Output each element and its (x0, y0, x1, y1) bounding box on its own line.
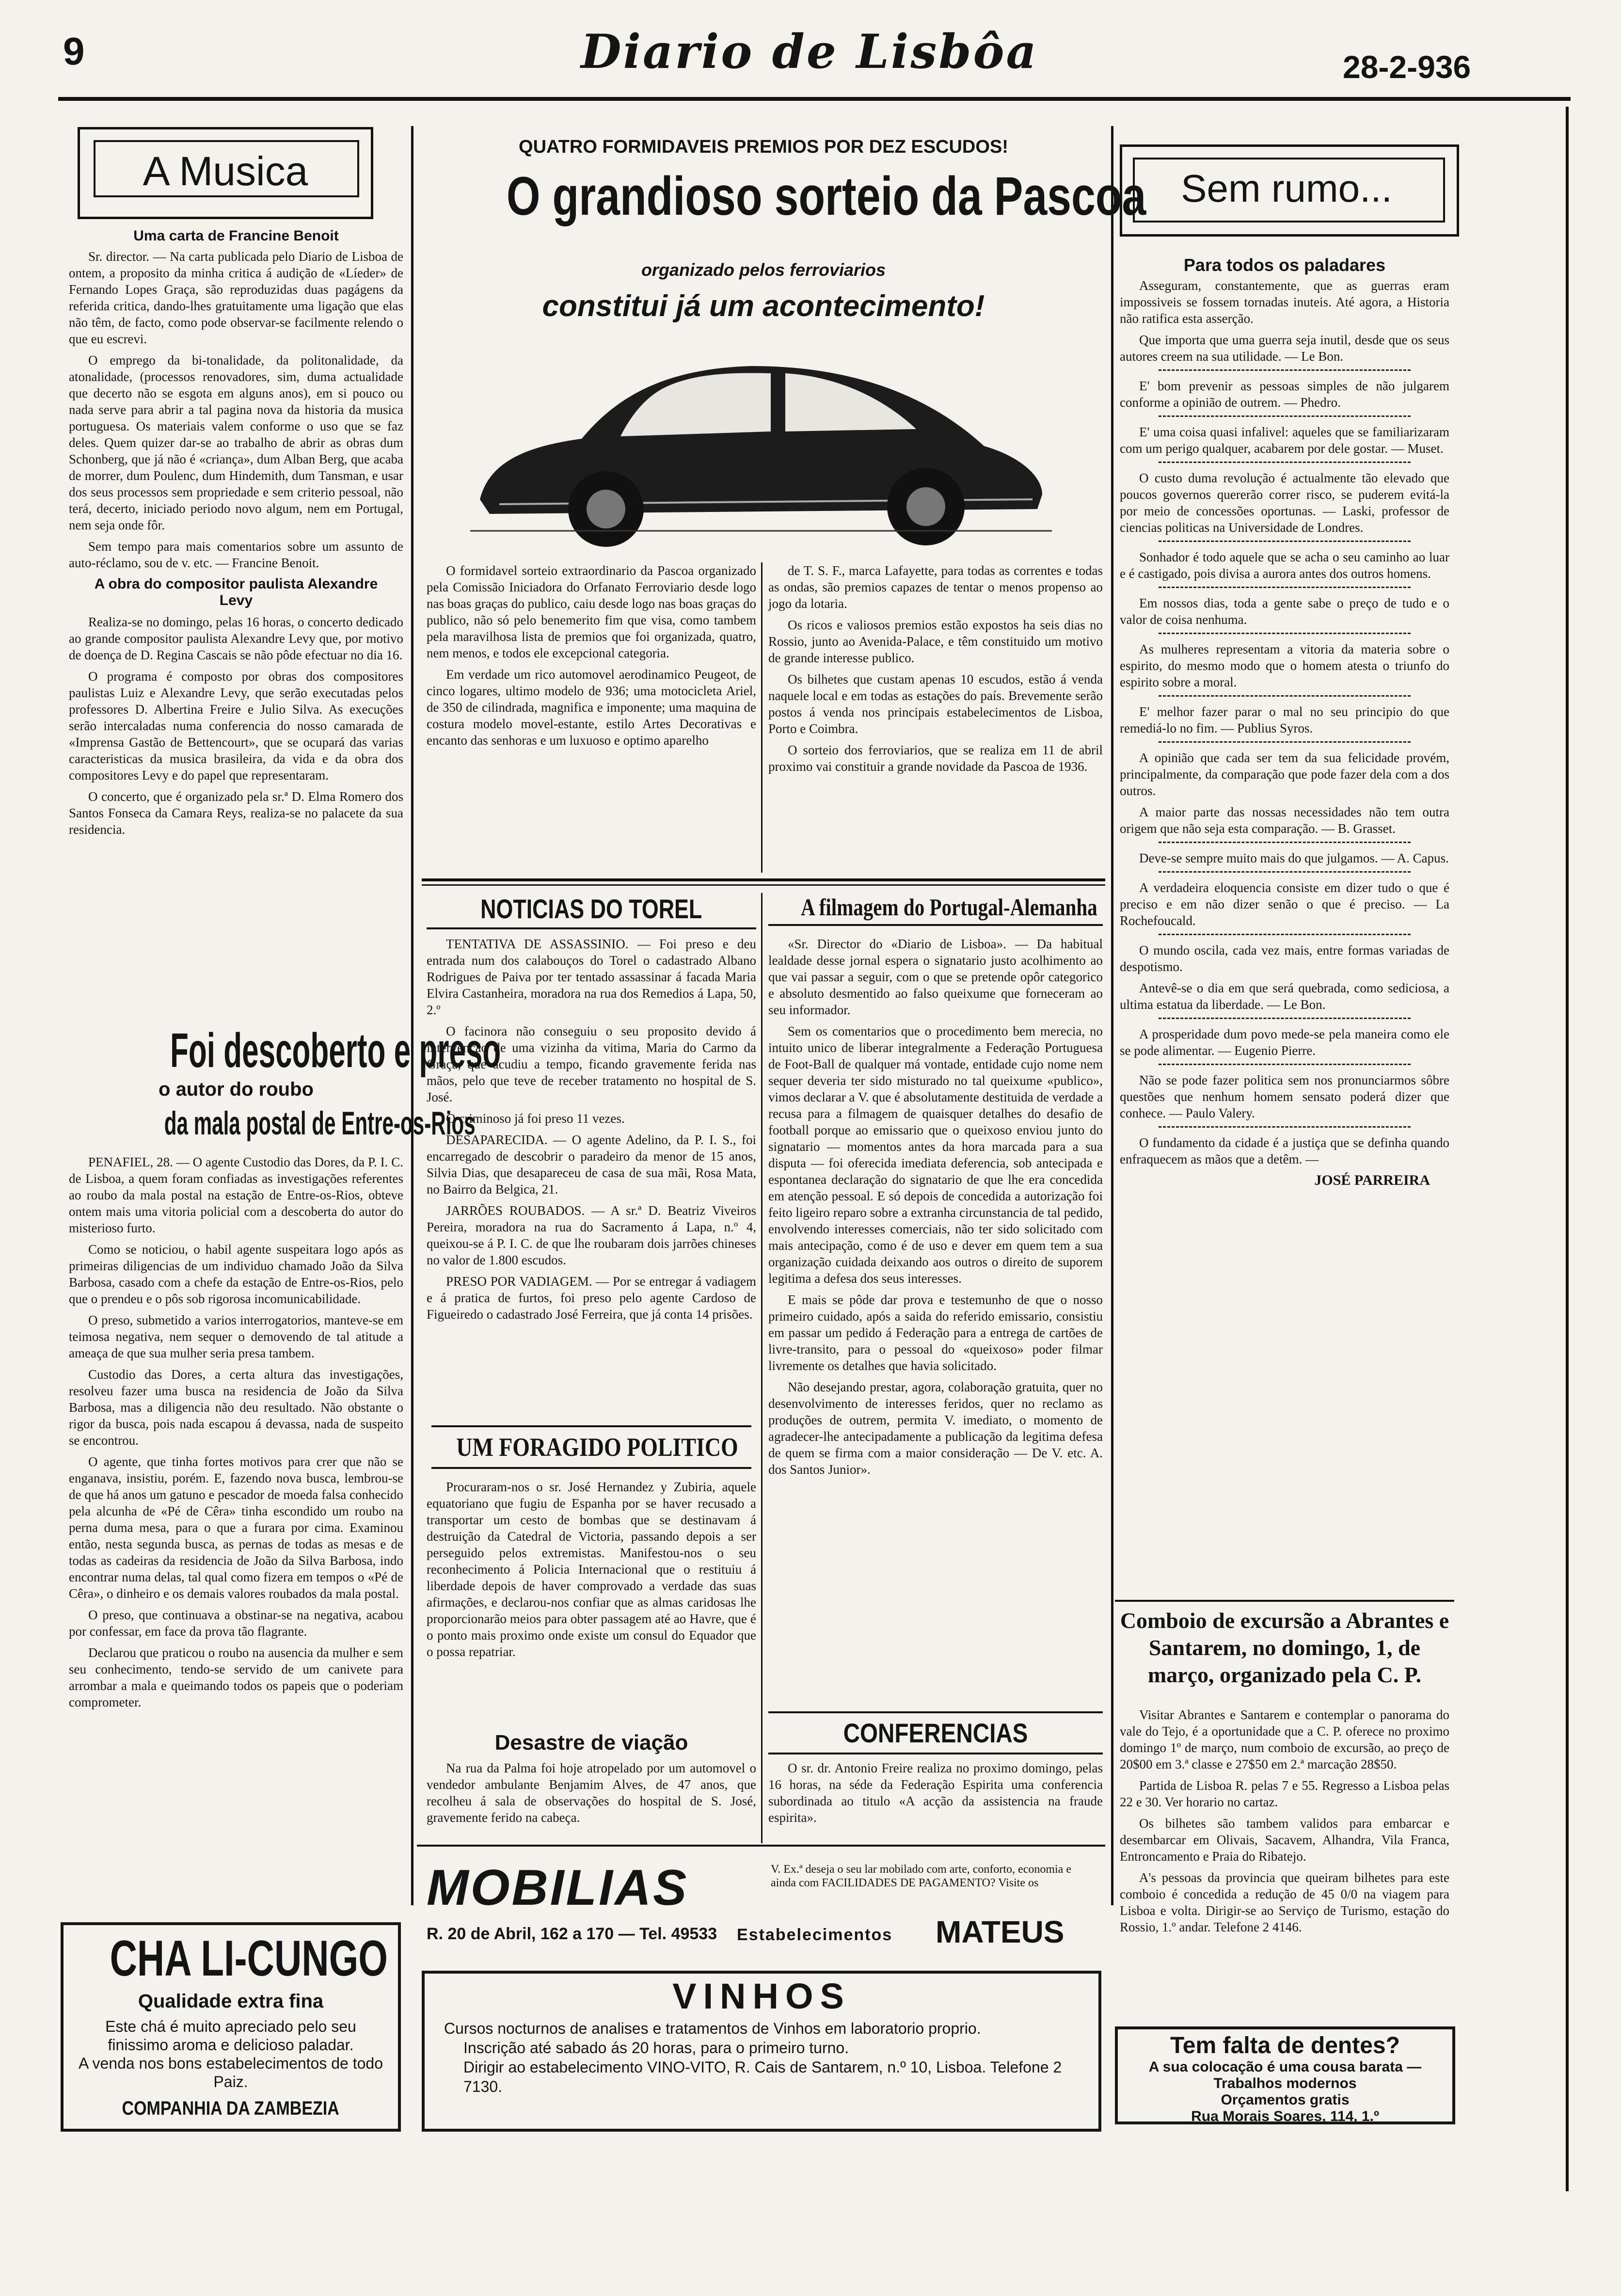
semrumo-paragraph: As mulheres representam a vitoria da materia sobre o espirito, do mesmo modo que o homem atesta o triunfo do espirito sobre a moral. (1120, 642, 1449, 689)
foragido-paragraph: Procuraram-nos o sr. José Hernandez y Zubiria, aquele equatoriano que fugiu de Espanha por se haver recusado a transportar um cesto de bombas que se destinavam á destruição da Catedral de Victoria, passando depois a ser perseguido pelos extremistas. Manifestou-nos o seu reconhecimento á Policia Internacional que o restituiu á liberdade depois de haver comprovado a verdade das suas afirmações, e declarou-nos confiar que as almas caridosas lhe proporcionarão meios para obter passagem até ao Havre, que é o ponto mais proximo onde existe um consul do Equador que o possa repatriar. (427, 1480, 756, 1659)
semrumo-signature: JOSÉ PARREIRA (1314, 1172, 1430, 1188)
middle-separator (422, 878, 1105, 881)
vinhos-line: Dirigir ao estabelecimento VINO-VITO, R. Cais de Santarem, n.º 10, Lisboa. Telefone 2 7130. (463, 2058, 1062, 2095)
desastre-article (427, 1760, 756, 1831)
sorteio-left-column (427, 562, 756, 753)
page-right-border (1566, 107, 1569, 2191)
semrumo-paragraph: O mundo oscila, cada vez mais, entre formas variadas de despotismo. (1120, 943, 1449, 974)
semrumo-title: Sem rumo... (1181, 167, 1392, 210)
sorteio-divider (761, 562, 763, 873)
foragido-article (427, 1479, 756, 1665)
semrumo-paragraph: O fundamento da cidade é a justiça que se definha quando enfraquecem as mãos que a detêm. — (1120, 1135, 1449, 1166)
comboio-article (1120, 1706, 1449, 1940)
torel-article (427, 936, 756, 1327)
letter-heading: Uma carta de Francine Benoit (133, 228, 339, 244)
roubo-paragraph: O preso, submetido a varios interrogatorios, manteve-se em teimosa negativa, nem sequer o demovendo de tal atitude a ameaça de que sua mulher seria presa tambem. (69, 1313, 403, 1360)
torel-paragraph: O facinora não conseguiu o seu proposito devido á intervenção de uma vizinha da vitima, Maria do Carmo da Graça, que acudiu a tempo, ficando gravemente ferida nas mãos, pelo que teve de receber tratamento no hospital de S. José. (427, 1024, 756, 1104)
semrumo-paragraph: A opinião que cada ser tem da sua felicidade provém, principalmente, da comparação que pode fazer dela com a dos outros. (1120, 750, 1449, 798)
filmagem-paragraph: Não desejando prestar, agora, colaboração gratuita, quer no desenvolvimento de interesses feridos, quer no reclamo as produções de outrem, permita V. imediato, o momento de agradecer-lhe antecipadamente a publicação da legitima defesa de quem se firma com a maior consideração — De V. etc. A. dos Santos Junior». (768, 1380, 1103, 1477)
semrumo-heading: Para todos os paladares (1183, 255, 1386, 275)
issue-date: 28-2-936 (1343, 49, 1471, 85)
torel-paragraph: O criminoso já foi preso 11 vezes. (446, 1111, 625, 1126)
masthead (0, 0, 1621, 102)
dentes-line: A sua colocação é uma cousa barata — Trabalhos modernos (1148, 2059, 1422, 2091)
mobilias-blurb: V. Ex.ª deseja o seu lar mobilado com arte, conforto, economia e ainda com FACILIDADES DE PAGAMENTO? Visite os (771, 1863, 1071, 1889)
column-rule-left (411, 126, 413, 1905)
roubo-paragraph: O agente, que tinha fortes motivos para crer que não se enganava, insistiu, porém. E, fazendo nova busca, lembrou-se de que há anos um gatuno e pescador de moeda falsa conhecido pela alcunha de «Pé de Cêra» tinha escondido um roubo na perna duma mesa, para o que a furara por cima. Examinou então, nesta segunda busca, as pernas de todas as mesas e de todas as cadeiras da residencia de João da Silva Barbosa, indo encontrar numa delas, tal qual como fizera em tempos o «Pé de Cêra», o dinheiro e os demais valores roubados da mala postal. (69, 1454, 403, 1601)
levy-paragraph: O programa é composto por obras dos compositores paulistas Luiz e Alexandre Levy, que serão executadas pelos professores D. Albertina Freire e Julio Silva. As execuções serão intercaladas numa conferencia do nosso camarada de «Imprensa Gastão de Bettencourt», que se ocupará das varias caracteristicas da musica brasileira, da vida e da obra dos compositores Levy e do papel que representaram. (69, 669, 403, 782)
letter-paragraph: Sr. director. — Na carta publicada pelo Diario de Lisboa de ontem, a proposito da minha critica á audição de «Líeder» de Fernando Lopes Graça, são reproduzidas duas pagágens da referida critica, dando-lhes gratuitamente uma ligação que elas não têm, de facto, como pode observar-se facilmente relendo o que eu escrevi. (69, 249, 403, 346)
semrumo-paragraph: Não se pode fazer politica sem nos pronunciarmos sôbre questões que nenhum homem sensato poderá dizer que conhece. — Paulo Valery. (1120, 1073, 1449, 1120)
desastre-heading: Desastre de viação (494, 1731, 688, 1754)
conferencias-paragraph: O sr. dr. Antonio Freire realiza no proximo domingo, pelas 16 horas, na séde da Federação Espirita uma conferencia subordinada ao titulo «A acção da assistencia na fraude espirita». (768, 1761, 1103, 1825)
filmagem-heading: A filmagem do Portugal-Alemanha (801, 893, 1097, 921)
roubo-paragraph: Declarou que praticou o roubo na ausencia da mulher e sem seu conhecimento, tendo-se servido de um canivete para arrombar a mala e queimando todos os papeis que o poderiam comprometer. (69, 1645, 403, 1709)
sorteio-headline: O grandioso sorteio da Pascoa (506, 166, 1146, 226)
sorteio-paragraph: de T. S. F., marca Lafayette, para todas as correntes e todas as ondas, são premios capazes de tentar o menos propenso ao jogo da lotaria. (768, 563, 1103, 611)
mobilias-brand: MATEUS (936, 1914, 1065, 1949)
semrumo-paragraph: E' bom prevenir as pessoas simples de não julgarem conforme a opinião de outrem. — Phedro. (1120, 379, 1449, 410)
semrumo-paragraph: A verdadeira eloquencia consiste em dizer tudo o que é preciso e em não dizer senão o que é preciso. — La Rochefoucald. (1120, 880, 1449, 928)
roubo-sub: o autor do roubo (159, 1079, 314, 1100)
filmagem-paragraph: «Sr. Director do «Diario de Lisboa». — Da habitual lealdade desse jornal espera o signatario justo acolhimento ao que vai passar a seguir, com o que se pretende opôr categorico e absoluto desmentido ao falso queixume que forneceram ao seu informador. (768, 937, 1103, 1017)
middle-separator-2 (422, 884, 1105, 886)
foragido-heading-box (431, 1425, 751, 1469)
semrumo-paragraph: Asseguram, constantemente, que as guerras eram impossiveis se fossem tornadas inuteis. Até agora, a Historia não ratifica esta asserção. (1120, 278, 1449, 326)
roubo-paragraph: PENAFIEL, 28. — O agente Custodio das Dores, da P. I. C. de Lisboa, a quem foram confiadas as investigações referentes ao roubo da mala postal na estação de Entre-os-Rios, obteve ontem mais uma vitoria policial com a descoberta do autor do misterioso furto. (69, 1155, 403, 1235)
page-number: 9 (63, 30, 85, 73)
letter-paragraph: O emprego da bi-tonalidade, da politonalidade, da atonalidade, (processos renovadores, sim, duma actualidade que decerto não se esgota em alguns anos), em si pouco ou nada serve para abrir a tal pagina nova da historia da musica portuguesa. Os materiais valem conforme o uso que se faz deles. Quem quizer dar-se ao trabalho de abrir as obras dum Schonberg, que já não é «criança», dum Alban Berg, que acaba de morrer, dum Poulenc, dum Hindemith, dum Tansman, e usar dos seus processos sem propriedade e sem criterio pessoal, não terá, decerto, iniciado periodo novo algum, nem em Portugal, nem seja onde fôr. (69, 353, 403, 532)
cha-ad (61, 1922, 401, 2132)
car-illustration (461, 339, 1062, 553)
semrumo-paragraph: A maior parte das nossas necessidades não tem outra origem que não seja esta comparação. — B. Grasset. (1120, 805, 1449, 836)
cha-sub: Qualidade extra fina (138, 1991, 324, 2012)
cha-footer: COMPANHIA DA ZAMBEZIA (122, 2098, 340, 2119)
column-rule-right (1111, 126, 1113, 1905)
comboio-paragraph: A's pessoas da provincia que queiram bilhetes para este comboio é concedida a redução de 45 0/0 na viagem para Lisboa e volta. Dirigir-se ao Serviço de Turismo, estação do Rossio, 1.º andar. Telefone 2 4146. (1120, 1870, 1449, 1934)
musica-title-box (78, 127, 373, 219)
semrumo-paragraph: Sonhador é todo aquele que se acha o seu caminho ao luar e é castigado, pois divisa a aurora antes dos outros homens. (1120, 550, 1449, 581)
sorteio-sub: organizado pelos ferroviarios (641, 260, 886, 280)
mobilias-ad (422, 1857, 1100, 1954)
news-divider (761, 893, 763, 1843)
mobilias-estab: Estabelecimentos (737, 1926, 893, 1944)
dentes-line: Orçamentos gratis (1221, 2092, 1350, 2108)
torel-paragraph: JARRÕES ROUBADOS. — A sr.ª D. Beatriz Viveiros Pereira, moradora na rua do Sacramento á Lapa, n.º 4, queixou-se á P. I. C. de que lhe roubaram dois jarrões chineses no valor de 1.800 escudos. (427, 1203, 756, 1267)
mobilias-title: MOBILIAS (427, 1860, 689, 1916)
dentes-ad (1115, 2026, 1455, 2124)
conferencias-heading: CONFERENCIAS (843, 1718, 1028, 1748)
vinhos-line: Inscrição até sabado ás 20 horas, para o primeiro turno. (463, 2039, 849, 2057)
cha-line: A venda nos bons estabelecimentos de todo Paiz. (79, 2055, 383, 2090)
comboio-heading: Comboio de excursão a Abrantes e Santarem, no domingo, 1, de março, organizado pela C. P. (1120, 1608, 1449, 1687)
sorteio-paragraph: Em verdade um rico automovel aerodinamico Peugeot, de cinco logares, ultimo modelo de 936; uma motocicleta Ariel, de 350 de cilindrada, magnifica e imponente; uma maquina de costura modelo movel-estante, estilo Artes Decorativas e encanto das senhoras e um luxuoso e optimo aparelho (427, 667, 756, 748)
masthead-rule (58, 97, 1571, 101)
vinhos-ad (422, 1971, 1101, 2132)
torel-paragraph: PRESO POR VADIAGEM. — Por se entregar á vadiagem e á pratica de furtos, foi preso pelo agente Cardoso de Figueiredo o cadastrado José Ferreira, que já conta 14 prisões. (427, 1274, 756, 1322)
foragido-heading: UM FORAGIDO POLITICO (456, 1433, 738, 1462)
roubo-paragraph: Custodio das Dores, a certa altura das investigações, resolveu fazer uma busca na residencia de João da Silva Barbosa, mas a diligencia não deu resultado. Não obstante o rigor da busca, pois nada escapou á devassa, nada de suspeito se encontrou. (69, 1367, 403, 1448)
roubo-paragraph: Como se noticiou, o habil agente suspeitara logo após as primeiras diligencias de um individuo chamado João da Silva Barbosa, casado com a chefe da estação de Entre-os-Rios, pelo que o prendeu e o pôs sob rigorosa incomunicabilidade. (69, 1242, 403, 1306)
dentes-title: Tem falta de dentes? (1170, 2033, 1400, 2058)
torel-paragraph: DESAPARECIDA. — O agente Adelino, da P. I. S., foi encarregado de descobrir o paradeiro da menor de 15 anos, Silvia Dias, que desapareceu de casa de sua mãi, Rosa Mata, no Bairro da Belgica, 21. (427, 1132, 756, 1196)
conferencias-article (768, 1760, 1103, 1831)
roubo-headline-block (69, 1023, 501, 1142)
torel-heading-box (427, 893, 756, 929)
levy-paragraph: Realiza-se no domingo, pelas 16 horas, o concerto dedicado ao grande compositor paulista Alexandre Levy que, por motivo de doença de D. Regina Cascais se não pôde efectuar no dia 16. (69, 615, 403, 662)
mobilias-address: R. 20 de Abril, 162 a 170 — Tel. 49533 (427, 1925, 717, 1943)
semrumo-paragraph: O custo duma revolução é actualmente tão elevado que poucos governos quererão correr risco, se puderem evitá-la por meio de concessões oportunas. — Laski, professor de ciencias politicas na Universidade de Londres. (1120, 471, 1449, 535)
semrumo-paragraph: E' melhor fazer parar o mal no seu principio do que remediá-lo no fim. — Publius Syros. (1120, 704, 1449, 735)
comboio-paragraph: Partida de Lisboa R. pelas 7 e 55. Regresso a Lisboa pelas 22 e 30. Ver horario no cartaz. (1120, 1778, 1449, 1809)
semrumo-paragraph: A prosperidade dum povo mede-se pela maneira como ele se pode alimentar. — Eugenio Pierre. (1120, 1027, 1449, 1058)
musica-title: A Musica (143, 148, 308, 194)
conferencias-heading-box (768, 1711, 1103, 1754)
sorteio-paragraph: Os ricos e valiosos premios estão expostos ha seis dias no Rossio, junto ao Avenida-Palace, e têm constituido um motivo de grande interesse publico. (768, 618, 1103, 665)
sorteio-paragraph: O formidavel sorteio extraordinario da Pascoa organizado pela Comissão Iniciadora do Orfanato Ferroviario desde logo nas boas graças do publico, caiu desde logo nas boas graças do publico, não só pelo benemerito fim que visa, como tambem pela maravilhosa lista de premios que foi organizada, quatro, nem menos, e todos ele excepcional categoria. (427, 563, 756, 660)
filmagem-article (768, 936, 1103, 1483)
comboio-paragraph: Visitar Abrantes e Santarem e contemplar o panorama do vale do Tejo, é a oportunidade que a C. P. oferece no proximo domingo 1º de março, num comboio de excursão, ao preço de 20$00 em 3.ª classe e 27$50 em 2.ª marcação 28$50. (1120, 1707, 1449, 1771)
vinhos-line: Cursos nocturnos de analises e tratamentos de Vinhos em laboratorio proprio. (444, 2020, 981, 2037)
dentes-line: Rua Morais Soares, 114, 1.º (1191, 2108, 1379, 2124)
semrumo-paragraph: Que importa que uma guerra seja inutil, desde que os seus autores creem na sua utilidade. — Le Bon. (1120, 333, 1449, 364)
sorteio-right-column (768, 562, 1103, 780)
semrumo-paragraph: Antevê-se o dia em que será quebrada, como sediciosa, a ultima estatua da liberdade. — Le Bon. (1120, 981, 1449, 1012)
roubo-headline: Foi descoberto e preso (170, 1023, 501, 1078)
vinhos-title: VINHOS (672, 1976, 851, 2016)
sorteio-kicker: QUATRO FORMIDAVEIS PREMIOS POR DEZ ESCUDOS! (519, 137, 1008, 157)
semrumo-section (1120, 257, 1449, 1189)
comboio-paragraph: Os bilhetes são tambem validos para embarcar e desembarcar em Olivais, Sacavem, Alhandra, Vila Franca, Entroncamento e Praia do Ribatejo. (1120, 1816, 1449, 1864)
semrumo-paragraph: Em nossos dias, toda a gente sabe o preço de tudo e o valor de coisa nenhuma. (1120, 596, 1449, 627)
comboio-top-rule (1115, 1600, 1454, 1602)
torel-heading: NOTICIAS DO TOREL (480, 893, 702, 924)
letter-paragraph: Sem tempo para mais comentarios sobre um assunto de auto-réclamo, sou de v. etc. — Francine Benoit. (69, 539, 403, 570)
semrumo-paragraph: Deve-se sempre muito mais do que julgamos. — A. Capus. (1139, 851, 1449, 865)
newspaper-title: Diario de Lisbôa (581, 24, 1038, 79)
sorteio-sub2: constitui já um acontecimento! (542, 289, 985, 323)
torel-paragraph: TENTATIVA DE ASSASSINIO. — Foi preso e deu entrada num dos calabouços do Torel o cadastrado Albano Rodrigues de Paiva por ter tentado assassinar á facada Maria Elvira Castanheira, moradora na rua dos Remedios á Lapa, 50, 2.º (427, 937, 756, 1017)
roubo-article (69, 1154, 403, 1715)
sorteio-paragraph: Os bilhetes que custam apenas 10 escudos, estão á venda naquele local e em todas as estações do país. Brevemente serão postos á venda nos principais estabelecimentos de Lisboa, Porto e Coimbra. (768, 672, 1103, 736)
roubo-headline2: da mala postal de Entre-os-Rios (164, 1105, 476, 1142)
ads-separator (417, 1845, 1105, 1847)
musica-section (69, 228, 403, 843)
roubo-paragraph: O preso, que continuava a obstinar-se na negativa, acabou por confessar, em face da prova tão flagrante. (69, 1608, 403, 1639)
levy-heading: A obra do compositor paulista Alexandre Levy (94, 576, 378, 608)
cha-title: CHA LI-CUNGO (110, 1930, 388, 1987)
semrumo-paragraph: E' uma coisa quasi infalivel: aqueles que se familiarizaram com um perigo qualquer, acabarem por dele gostar. — Muset. (1120, 425, 1449, 456)
cha-line: Este chá é muito apreciado pelo seu finissimo aroma e delicioso paladar. (105, 2018, 356, 2054)
filmagem-paragraph: E mais se pôde dar prova e testemunho de que o nosso primeiro cuidado, após a saida do referido emissario, consistiu em passar um pedido á Federação para a entrega de cartões de livre-transito, para o pessoal do «queixoso» poder filmar livremente os detalhes que havia solicitado. (768, 1292, 1103, 1373)
desastre-paragraph: Na rua da Palma foi hoje atropelado por um automovel o vendedor ambulante Benjamim Alves, de 47 anos, que recolheu á sala de observações do hospital de S. José, gravemente ferido na cabeça. (427, 1761, 756, 1825)
levy-paragraph: O concerto, que é organizado pela sr.ª D. Elma Romero dos Santos Fonseca da Camara Reys, realiza-se no palacete da sua residencia. (69, 789, 403, 837)
semrumo-title-box (1120, 144, 1459, 237)
filmagem-paragraph: Sem os comentarios que o procedimento bem merecia, no intuito unico de liberar integralmente a Federação Portuguesa de Foot-Ball de qualquer má vontade, entidade cujo nome nem sequer deveria ter sido misturado no tal queixume «publico», vimos declarar a V. que é absolutamente destituida de verdade a recusa para a filmagem de quaisquer detalhes do desafio de football porque ao emissario que o queixoso enviou junto do signatario — momentos antes da hora marcada para a sua disputa — foi oferecida imediata deferencia, sob antecipada e espontanea declaração do signatario de que lhe era concedida em atenção pessoal. E só depois de concedida a autorização foi feito ligeiro reparo sobre a extranha circunstancia de tal pedido, envolvendo interesses comerciais, não ter sido solicitado com mais antecipação, como é de uso e dever em quem tem a sua organização cuidada deixando aos outros o direito de suporem legitima a defesa dos seus interesses. (768, 1024, 1103, 1286)
filmagem-heading-box (768, 893, 1103, 926)
sorteio-paragraph: O sorteio dos ferroviarios, que se realiza em 11 de abril proximo vai constituir a grande novidade da Pascoa de 1936. (768, 743, 1103, 774)
